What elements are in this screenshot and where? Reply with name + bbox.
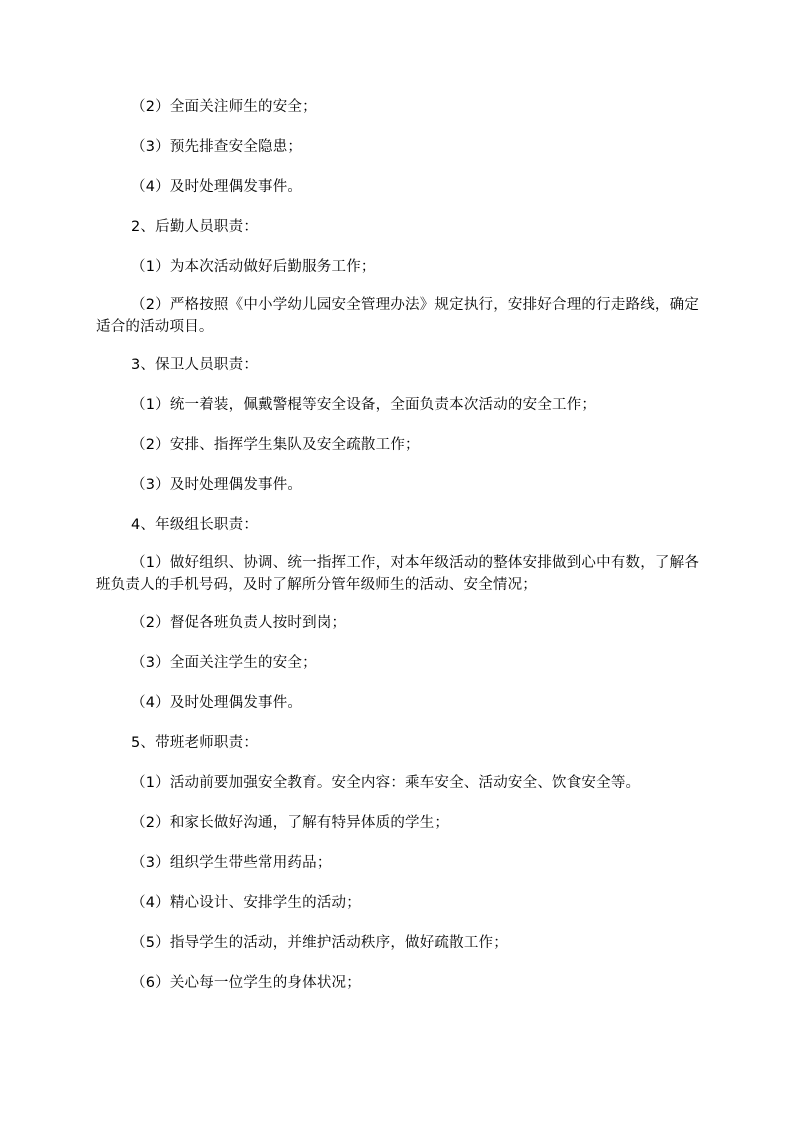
paragraph-teacher-5: （5）指导学生的活动，并维护活动秩序，做好疏散工作；	[131, 935, 508, 951]
section-heading-grade-leader: 4、年级组长职责：	[131, 517, 259, 533]
paragraph-grade-leader-1: （1）做好组织、协调、统一指挥工作，对本年级活动的整体安排做到心中有数，了解各班负责人的手机号码，及时了解所分管年级师生的活动、安全情况；	[96, 555, 700, 593]
paragraph-security-2: （2）安排、指挥学生集队及安全疏散工作；	[131, 437, 420, 453]
paragraph-item-4-incidents: （4）及时处理偶发事件。	[131, 179, 303, 195]
paragraph-logistics-1: （1）为本次活动做好后勤服务工作；	[131, 259, 376, 275]
paragraph-teacher-6: （6）关心每一位学生的身体状况；	[131, 975, 361, 991]
paragraph-teacher-4: （4）精心设计、安排学生的活动；	[131, 895, 361, 911]
paragraph-grade-leader-4: （4）及时处理偶发事件。	[131, 695, 303, 711]
section-heading-security: 3、保卫人员职责：	[131, 357, 259, 373]
paragraph-teacher-2: （2）和家长做好沟通，了解有特异体质的学生；	[131, 815, 450, 831]
paragraph-logistics-2: （2）严格按照《中小学幼儿园安全管理办法》规定执行，安排好合理的行走路线，确定适合的活动项目。	[96, 297, 700, 335]
paragraph-teacher-1: （1）活动前要加强安全教育。安全内容：乘车安全、活动安全、饮食安全等。	[131, 775, 641, 791]
paragraph-item-3-hazards: （3）预先排查安全隐患；	[131, 139, 303, 155]
paragraph-item-2-safety: （2）全面关注师生的安全；	[131, 99, 317, 115]
paragraph-security-1: （1）统一着装，佩戴警棍等安全设备，全面负责本次活动的安全工作；	[131, 397, 597, 413]
paragraph-grade-leader-2: （2）督促各班负责人按时到岗；	[131, 615, 347, 631]
section-heading-logistics: 2、后勤人员职责：	[131, 219, 259, 235]
paragraph-teacher-3: （3）组织学生带些常用药品；	[131, 855, 332, 871]
paragraph-security-3: （3）及时处理偶发事件。	[131, 477, 303, 493]
paragraph-grade-leader-3: （3）全面关注学生的安全；	[131, 655, 317, 671]
section-heading-teacher: 5、带班老师职责：	[131, 735, 259, 751]
